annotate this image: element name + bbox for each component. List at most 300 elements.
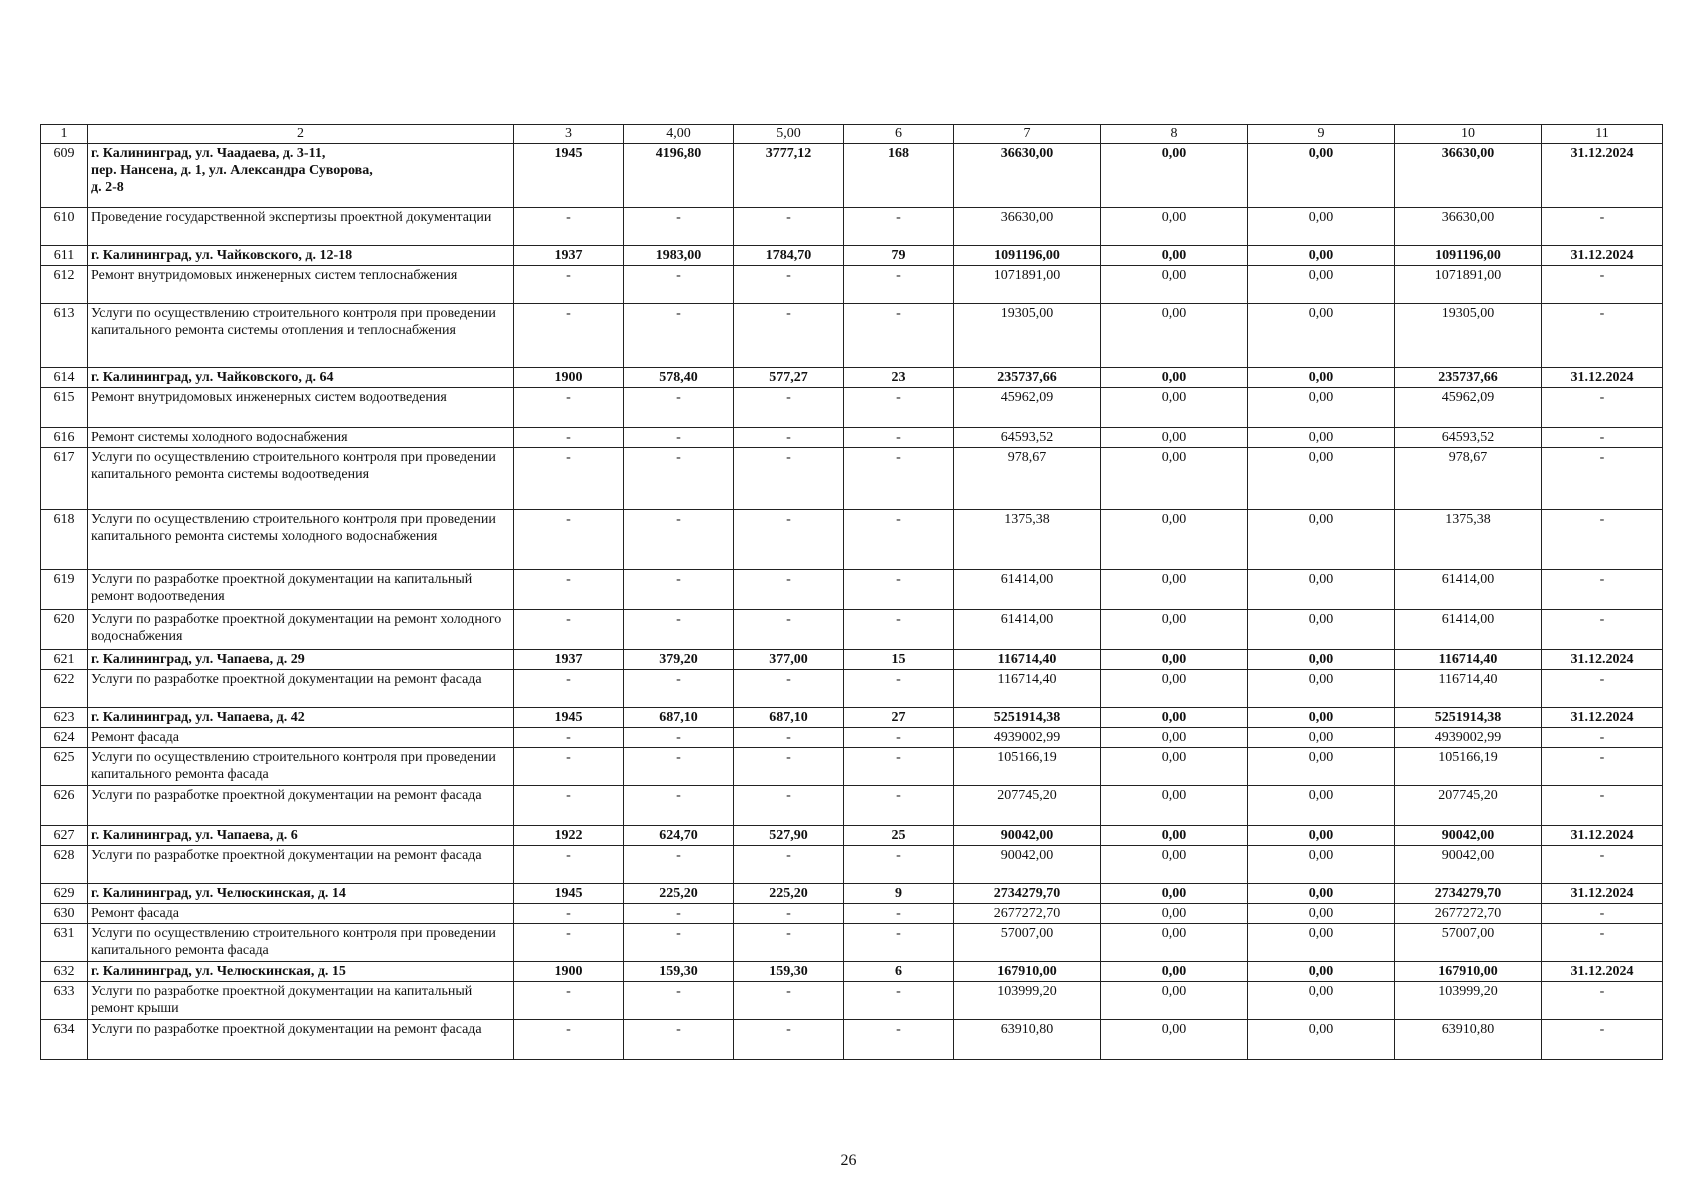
total-area-cell: 159,30 [624,962,734,982]
row-number-cell: 634 [41,1020,88,1060]
residents-cell: - [844,610,954,650]
residents-cell: 9 [844,884,954,904]
address-row [41,826,1663,846]
total-area-cell: - [624,728,734,748]
fund-cost-cell: 0,00 [1101,708,1248,728]
table-body [41,125,1663,1060]
completion-date-cell: - [1542,208,1663,246]
living-area-cell: 159,30 [734,962,844,982]
total-cost-cell: 2677272,70 [954,904,1101,924]
residents-cell: - [844,904,954,924]
row-number-cell: 619 [41,570,88,610]
total-cost-cell: 978,67 [954,448,1101,510]
row-number-cell: 615 [41,388,88,428]
other-cost-cell: 0,00 [1248,786,1395,826]
column-header-9: 9 [1248,125,1395,144]
year-cell: - [514,448,624,510]
total-cost-cell: 116714,40 [954,670,1101,708]
row-number-cell: 624 [41,728,88,748]
description-cell: Ремонт фасада [88,728,514,748]
fund-cost-cell: 0,00 [1101,650,1248,670]
completion-date-cell: - [1542,904,1663,924]
living-area-cell: - [734,728,844,748]
fund-cost-cell: 0,00 [1101,246,1248,266]
owner-funds-cell: 36630,00 [1395,208,1542,246]
work-row [41,924,1663,962]
row-number-cell: 626 [41,786,88,826]
living-area-cell: - [734,388,844,428]
column-header-11: 11 [1542,125,1663,144]
total-cost-cell: 57007,00 [954,924,1101,962]
owner-funds-cell: 116714,40 [1395,650,1542,670]
total-area-cell: - [624,266,734,304]
owner-funds-cell: 4939002,99 [1395,728,1542,748]
completion-date-cell: - [1542,924,1663,962]
fund-cost-cell: 0,00 [1101,208,1248,246]
completion-date-cell: 31.12.2024 [1542,368,1663,388]
fund-cost-cell: 0,00 [1101,510,1248,570]
owner-funds-cell: 2734279,70 [1395,884,1542,904]
description-cell: Ремонт фасада [88,904,514,924]
owner-funds-cell: 63910,80 [1395,1020,1542,1060]
year-cell: 1922 [514,826,624,846]
year-cell: - [514,1020,624,1060]
address-row [41,708,1663,728]
year-cell: - [514,266,624,304]
description-cell: Услуги по разработке проектной документации на ремонт фасада [88,1020,514,1060]
row-number-cell: 611 [41,246,88,266]
description-cell: Услуги по осуществлению строительного контроля при проведении капитального ремонта системы холодного водоснабжения [88,510,514,570]
residents-cell: - [844,786,954,826]
living-area-cell: - [734,748,844,786]
repair-schedule-table [40,124,1663,1060]
living-area-cell: - [734,510,844,570]
description-cell: г. Калининград, ул. Челюскинская, д. 14 [88,884,514,904]
row-number-cell: 630 [41,904,88,924]
fund-cost-cell: 0,00 [1101,266,1248,304]
total-cost-cell: 1091196,00 [954,246,1101,266]
year-cell: - [514,904,624,924]
work-row [41,982,1663,1020]
total-area-cell: 379,20 [624,650,734,670]
total-area-cell: - [624,670,734,708]
other-cost-cell: 0,00 [1248,924,1395,962]
residents-cell: 168 [844,144,954,208]
owner-funds-cell: 61414,00 [1395,610,1542,650]
total-cost-cell: 167910,00 [954,962,1101,982]
address-row [41,650,1663,670]
other-cost-cell: 0,00 [1248,304,1395,368]
living-area-cell: 577,27 [734,368,844,388]
other-cost-cell: 0,00 [1248,846,1395,884]
other-cost-cell: 0,00 [1248,448,1395,510]
other-cost-cell: 0,00 [1248,884,1395,904]
residents-cell: - [844,428,954,448]
description-cell: Услуги по разработке проектной документации на ремонт фасада [88,786,514,826]
living-area-cell: 225,20 [734,884,844,904]
completion-date-cell: - [1542,846,1663,884]
living-area-cell: 527,90 [734,826,844,846]
fund-cost-cell: 0,00 [1101,304,1248,368]
document-sheet [40,124,1662,1060]
completion-date-cell: - [1542,786,1663,826]
year-cell: - [514,786,624,826]
owner-funds-cell: 57007,00 [1395,924,1542,962]
owner-funds-cell: 19305,00 [1395,304,1542,368]
row-number-cell: 627 [41,826,88,846]
living-area-cell: - [734,670,844,708]
other-cost-cell: 0,00 [1248,246,1395,266]
residents-cell: - [844,208,954,246]
row-number-cell: 612 [41,266,88,304]
row-number-cell: 618 [41,510,88,570]
description-cell: Проведение государственной экспертизы проектной документации [88,208,514,246]
total-area-cell: - [624,786,734,826]
total-cost-cell: 61414,00 [954,610,1101,650]
row-number-cell: 628 [41,846,88,884]
fund-cost-cell: 0,00 [1101,1020,1248,1060]
owner-funds-cell: 235737,66 [1395,368,1542,388]
total-cost-cell: 45962,09 [954,388,1101,428]
row-number-cell: 620 [41,610,88,650]
row-number-cell: 614 [41,368,88,388]
work-row [41,304,1663,368]
owner-funds-cell: 45962,09 [1395,388,1542,428]
owner-funds-cell: 61414,00 [1395,570,1542,610]
fund-cost-cell: 0,00 [1101,786,1248,826]
description-cell: Услуги по осуществлению строительного контроля при проведении капитального ремонта системы водоотведения [88,448,514,510]
total-area-cell: 4196,80 [624,144,734,208]
completion-date-cell: - [1542,388,1663,428]
total-area-cell: - [624,1020,734,1060]
completion-date-cell: 31.12.2024 [1542,826,1663,846]
other-cost-cell: 0,00 [1248,728,1395,748]
total-area-cell: - [624,448,734,510]
other-cost-cell: 0,00 [1248,650,1395,670]
owner-funds-cell: 116714,40 [1395,670,1542,708]
year-cell: 1945 [514,708,624,728]
row-number-cell: 610 [41,208,88,246]
living-area-cell: - [734,610,844,650]
total-area-cell: - [624,304,734,368]
total-cost-cell: 36630,00 [954,144,1101,208]
total-area-cell: - [624,748,734,786]
completion-date-cell: - [1542,266,1663,304]
column-header-5: 5,00 [734,125,844,144]
description-cell: г. Калининград, ул. Чапаева, д. 42 [88,708,514,728]
living-area-cell: 687,10 [734,708,844,728]
other-cost-cell: 0,00 [1248,368,1395,388]
row-number-cell: 621 [41,650,88,670]
owner-funds-cell: 978,67 [1395,448,1542,510]
description-cell: Услуги по разработке проектной документации на ремонт холодного водоснабжения [88,610,514,650]
residents-cell: 79 [844,246,954,266]
column-number-header-row [41,125,1663,144]
residents-cell: - [844,388,954,428]
row-number-cell: 633 [41,982,88,1020]
description-cell: Услуги по разработке проектной документации на капитальный ремонт крыши [88,982,514,1020]
year-cell: 1937 [514,246,624,266]
other-cost-cell: 0,00 [1248,510,1395,570]
residents-cell: 6 [844,962,954,982]
fund-cost-cell: 0,00 [1101,728,1248,748]
total-area-cell: 687,10 [624,708,734,728]
address-row [41,962,1663,982]
living-area-cell: - [734,448,844,510]
completion-date-cell: - [1542,304,1663,368]
total-area-cell: 624,70 [624,826,734,846]
fund-cost-cell: 0,00 [1101,748,1248,786]
owner-funds-cell: 167910,00 [1395,962,1542,982]
address-row [41,144,1663,208]
total-cost-cell: 2734279,70 [954,884,1101,904]
other-cost-cell: 0,00 [1248,208,1395,246]
residents-cell: 27 [844,708,954,728]
year-cell: 1945 [514,144,624,208]
address-row [41,368,1663,388]
column-header-10: 10 [1395,125,1542,144]
completion-date-cell: - [1542,748,1663,786]
residents-cell: - [844,304,954,368]
description-cell: Услуги по осуществлению строительного контроля при проведении капитального ремонта фасада [88,748,514,786]
page-number: 26 [840,1152,857,1169]
owner-funds-cell: 103999,20 [1395,982,1542,1020]
other-cost-cell: 0,00 [1248,962,1395,982]
completion-date-cell: - [1542,510,1663,570]
owner-funds-cell: 1091196,00 [1395,246,1542,266]
work-row [41,388,1663,428]
work-row [41,610,1663,650]
work-row [41,266,1663,304]
year-cell: - [514,428,624,448]
description-cell: Услуги по разработке проектной документации на ремонт фасада [88,846,514,884]
total-area-cell: - [624,610,734,650]
other-cost-cell: 0,00 [1248,904,1395,924]
living-area-cell: - [734,208,844,246]
completion-date-cell: 31.12.2024 [1542,962,1663,982]
other-cost-cell: 0,00 [1248,748,1395,786]
living-area-cell: - [734,904,844,924]
total-area-cell: - [624,846,734,884]
row-number-cell: 632 [41,962,88,982]
fund-cost-cell: 0,00 [1101,904,1248,924]
year-cell: - [514,208,624,246]
fund-cost-cell: 0,00 [1101,962,1248,982]
other-cost-cell: 0,00 [1248,388,1395,428]
row-number-cell: 623 [41,708,88,728]
residents-cell: - [844,510,954,570]
owner-funds-cell: 207745,20 [1395,786,1542,826]
total-area-cell: 225,20 [624,884,734,904]
column-header-7: 7 [954,125,1101,144]
total-area-cell: 1983,00 [624,246,734,266]
year-cell: - [514,304,624,368]
residents-cell: - [844,728,954,748]
row-number-cell: 629 [41,884,88,904]
fund-cost-cell: 0,00 [1101,826,1248,846]
description-cell: Ремонт внутридомовых инженерных систем водоотведения [88,388,514,428]
year-cell: - [514,982,624,1020]
owner-funds-cell: 64593,52 [1395,428,1542,448]
living-area-cell: - [734,570,844,610]
address-row [41,246,1663,266]
residents-cell: - [844,924,954,962]
year-cell: - [514,388,624,428]
owner-funds-cell: 90042,00 [1395,846,1542,884]
owner-funds-cell: 36630,00 [1395,144,1542,208]
residents-cell: 15 [844,650,954,670]
column-header-8: 8 [1101,125,1248,144]
work-row [41,448,1663,510]
year-cell: - [514,610,624,650]
completion-date-cell: - [1542,670,1663,708]
row-number-cell: 625 [41,748,88,786]
year-cell: - [514,510,624,570]
description-cell: Услуги по разработке проектной документации на ремонт фасада [88,670,514,708]
fund-cost-cell: 0,00 [1101,846,1248,884]
living-area-cell: - [734,982,844,1020]
year-cell: - [514,728,624,748]
total-cost-cell: 90042,00 [954,826,1101,846]
living-area-cell: 3777,12 [734,144,844,208]
completion-date-cell: - [1542,728,1663,748]
total-area-cell: - [624,388,734,428]
description-cell: г. Калининград, ул. Чайковского, д. 12-18 [88,246,514,266]
total-area-cell: - [624,208,734,246]
living-area-cell: - [734,304,844,368]
total-cost-cell: 235737,66 [954,368,1101,388]
residents-cell: 23 [844,368,954,388]
owner-funds-cell: 1071891,00 [1395,266,1542,304]
year-cell: 1900 [514,962,624,982]
total-cost-cell: 207745,20 [954,786,1101,826]
total-cost-cell: 61414,00 [954,570,1101,610]
row-number-cell: 631 [41,924,88,962]
other-cost-cell: 0,00 [1248,826,1395,846]
completion-date-cell: - [1542,610,1663,650]
owner-funds-cell: 1375,38 [1395,510,1542,570]
fund-cost-cell: 0,00 [1101,388,1248,428]
description-cell: г. Калининград, ул. Челюскинская, д. 15 [88,962,514,982]
living-area-cell: - [734,428,844,448]
fund-cost-cell: 0,00 [1101,884,1248,904]
residents-cell: - [844,570,954,610]
total-cost-cell: 63910,80 [954,1020,1101,1060]
total-area-cell: - [624,570,734,610]
total-cost-cell: 5251914,38 [954,708,1101,728]
column-header-1: 1 [41,125,88,144]
row-number-cell: 613 [41,304,88,368]
other-cost-cell: 0,00 [1248,570,1395,610]
residents-cell: 25 [844,826,954,846]
residents-cell: - [844,266,954,304]
completion-date-cell: - [1542,570,1663,610]
work-row [41,428,1663,448]
description-cell: г. Калининград, ул. Чайковского, д. 64 [88,368,514,388]
row-number-cell: 622 [41,670,88,708]
completion-date-cell: 31.12.2024 [1542,708,1663,728]
total-area-cell: - [624,924,734,962]
row-number-cell: 609 [41,144,88,208]
work-row [41,1020,1663,1060]
total-cost-cell: 36630,00 [954,208,1101,246]
work-row [41,846,1663,884]
completion-date-cell: 31.12.2024 [1542,144,1663,208]
completion-date-cell: - [1542,428,1663,448]
living-area-cell: 1784,70 [734,246,844,266]
total-area-cell: - [624,904,734,924]
year-cell: 1900 [514,368,624,388]
other-cost-cell: 0,00 [1248,266,1395,304]
other-cost-cell: 0,00 [1248,428,1395,448]
residents-cell: - [844,448,954,510]
fund-cost-cell: 0,00 [1101,448,1248,510]
completion-date-cell: - [1542,982,1663,1020]
work-row [41,570,1663,610]
other-cost-cell: 0,00 [1248,982,1395,1020]
residents-cell: - [844,982,954,1020]
year-cell: - [514,748,624,786]
residents-cell: - [844,748,954,786]
living-area-cell: - [734,266,844,304]
completion-date-cell: - [1542,1020,1663,1060]
description-cell: г. Калининград, ул. Чапаева, д. 6 [88,826,514,846]
column-header-2: 2 [88,125,514,144]
year-cell: 1945 [514,884,624,904]
fund-cost-cell: 0,00 [1101,610,1248,650]
year-cell: - [514,924,624,962]
description-cell: г. Калининград, ул. Чаадаева, д. 3-11, пер. Нансена, д. 1, ул. Александра Суворова, д. 2-8 [88,144,514,208]
fund-cost-cell: 0,00 [1101,982,1248,1020]
total-cost-cell: 64593,52 [954,428,1101,448]
other-cost-cell: 0,00 [1248,610,1395,650]
fund-cost-cell: 0,00 [1101,368,1248,388]
work-row [41,670,1663,708]
owner-funds-cell: 2677272,70 [1395,904,1542,924]
other-cost-cell: 0,00 [1248,144,1395,208]
total-cost-cell: 4939002,99 [954,728,1101,748]
fund-cost-cell: 0,00 [1101,428,1248,448]
year-cell: - [514,570,624,610]
completion-date-cell: 31.12.2024 [1542,650,1663,670]
total-cost-cell: 1071891,00 [954,266,1101,304]
owner-funds-cell: 5251914,38 [1395,708,1542,728]
living-area-cell: - [734,924,844,962]
row-number-cell: 616 [41,428,88,448]
work-row [41,728,1663,748]
column-header-6: 6 [844,125,954,144]
total-cost-cell: 19305,00 [954,304,1101,368]
fund-cost-cell: 0,00 [1101,570,1248,610]
total-area-cell: - [624,510,734,570]
total-cost-cell: 105166,19 [954,748,1101,786]
work-row [41,208,1663,246]
other-cost-cell: 0,00 [1248,1020,1395,1060]
work-row [41,510,1663,570]
column-header-4: 4,00 [624,125,734,144]
living-area-cell: - [734,786,844,826]
total-cost-cell: 1375,38 [954,510,1101,570]
living-area-cell: - [734,846,844,884]
description-cell: Услуги по осуществлению строительного контроля при проведении капитального ремонта фасада [88,924,514,962]
row-number-cell: 617 [41,448,88,510]
description-cell: г. Калининград, ул. Чапаева, д. 29 [88,650,514,670]
owner-funds-cell: 105166,19 [1395,748,1542,786]
work-row [41,748,1663,786]
address-row [41,884,1663,904]
description-cell: Услуги по разработке проектной документации на капитальный ремонт водоотведения [88,570,514,610]
completion-date-cell: 31.12.2024 [1542,246,1663,266]
